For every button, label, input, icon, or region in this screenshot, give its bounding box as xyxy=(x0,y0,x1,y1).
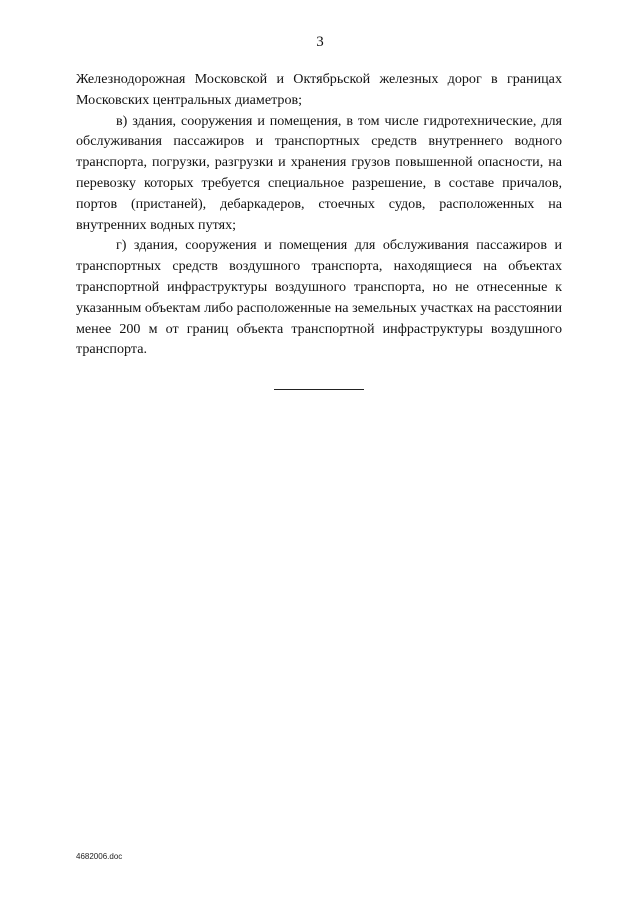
file-reference: 4682006.doc xyxy=(76,852,123,861)
end-of-text-divider xyxy=(274,389,364,390)
paragraph-continuation: Железнодорожная Московской и Октябрьской железных дорог в границах Московских центральных диаметров; xyxy=(76,71,562,108)
paragraph-item-v: в) здания, сооружения и помещения, в том числе гидротехнические, для обслуживания пассажиров и транспортных средств внутреннего водного транспорта, погрузки, разгрузки и хранения грузов повышенной опасности, на перевозку которых требуется специальное разрешение, в составе причалов, портов (пристаней), дебаркадеров, стоечных судов, расположенных на внутренних водных путях; xyxy=(76,112,562,233)
document-body xyxy=(76,69,562,360)
page-number: 3 xyxy=(316,34,324,50)
paragraph-item-g: г) здания, сооружения и помещения для обслуживания пассажиров и транспортных средств воздушного транспорта, находящиеся на объектах транспортной инфраструктуры воздушного транспорта, но не отнесенные к указанным объектам либо расположенные на земельных участках на расстоянии менее 200 м от границ объекта транспортной инфраструктуры воздушного транспорта. xyxy=(76,237,562,358)
